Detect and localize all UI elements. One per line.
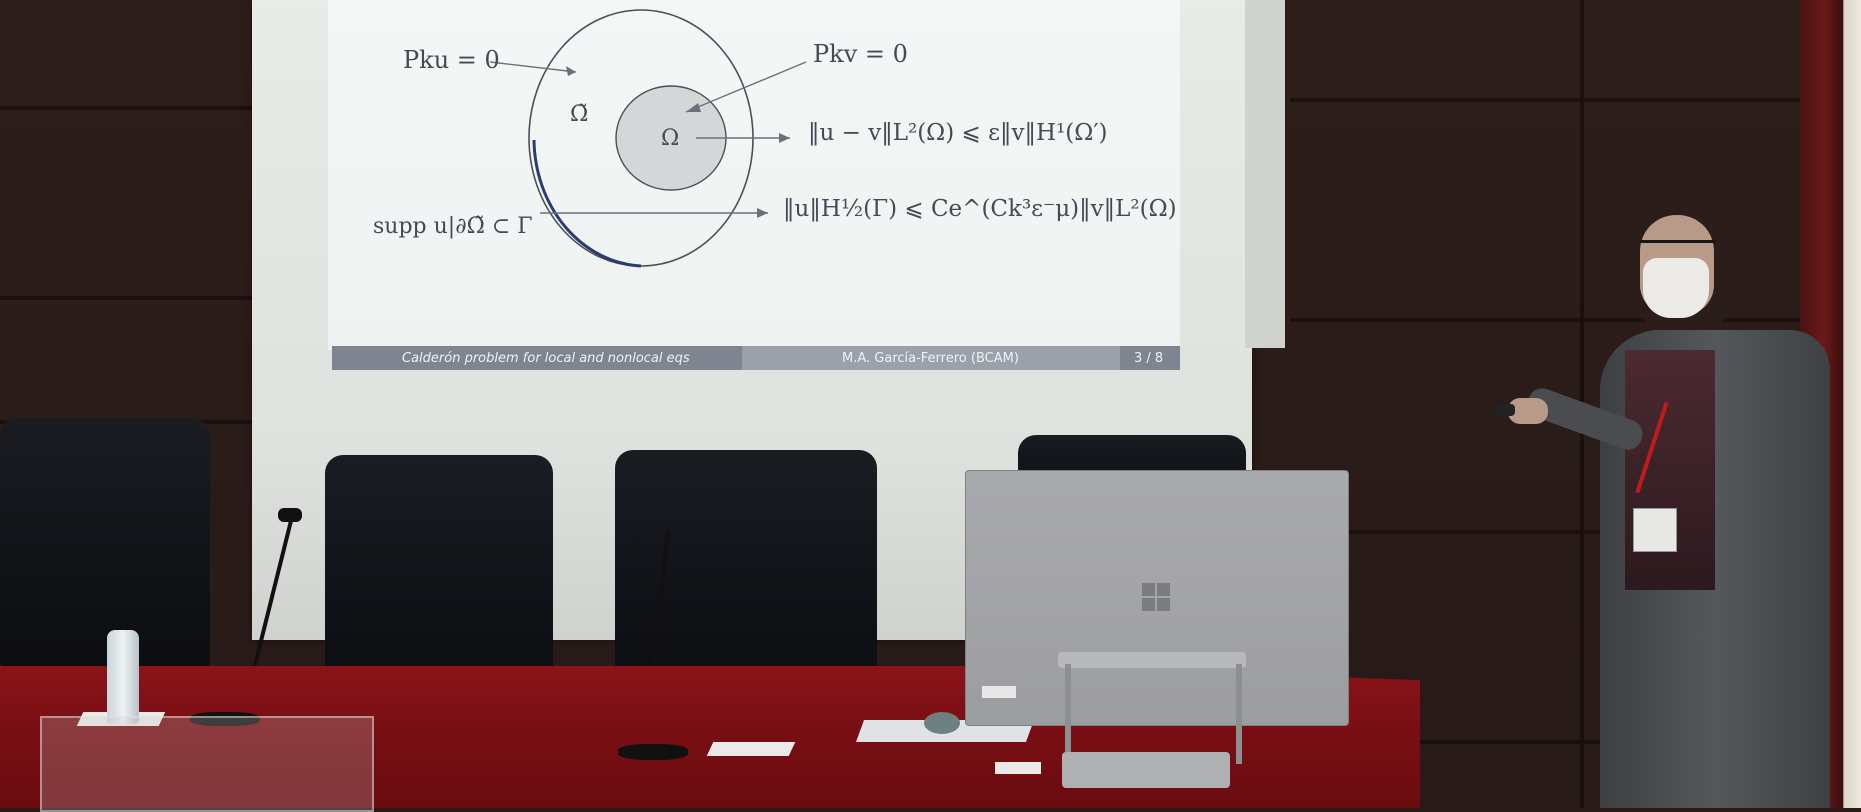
acrylic-stand: [40, 716, 374, 812]
face-mask: [1643, 258, 1709, 318]
estimate-1: ‖u − v‖L²(Ω) ⩽ ε‖v‖H¹(Ω′): [808, 120, 1108, 146]
presenter-shirt: [1625, 350, 1715, 590]
presentation-slide: [328, 0, 1180, 350]
wall-panel-divider: [1290, 98, 1800, 102]
small-paper: [995, 762, 1041, 774]
projector-screen-edge: [1245, 0, 1285, 348]
arrow-pkv: [686, 62, 806, 112]
computer-monitor: [965, 470, 1349, 726]
label-omega-tilde: Ω̃: [570, 102, 589, 127]
presentation-clicker: [1495, 404, 1515, 416]
label-pkv: Pkv = 0: [813, 40, 908, 68]
water-bottle: [107, 630, 139, 724]
monitor-base: [1062, 752, 1230, 788]
label-omega: Ω: [661, 126, 680, 151]
wall-panel-divider: [0, 296, 255, 300]
monitor-label: [982, 686, 1016, 698]
wall-panel-divider: [0, 106, 255, 110]
label-supp: supp u|∂Ω̃ ⊂ Γ: [373, 214, 533, 239]
monitor-stand-arm: [1065, 664, 1071, 764]
microphone-base: [618, 744, 688, 760]
estimate-2: ‖u‖H½(Γ) ⩽ Ce^(Ck³ε⁻μ)‖v‖L²(Ω): [783, 196, 1177, 222]
chair: [0, 418, 210, 668]
paper-note: [707, 742, 796, 756]
mouse: [924, 712, 960, 734]
microphone-head: [278, 508, 302, 522]
chair: [325, 455, 553, 690]
windows-logo-icon: [1142, 583, 1170, 611]
footer-author: M.A. García-Ferrero (BCAM): [742, 346, 1120, 370]
label-pku: Pku = 0: [403, 46, 500, 74]
monitor-stand-arm: [1236, 664, 1242, 764]
slide-footer: [332, 346, 1180, 370]
footer-page-number: 3 / 8: [1120, 346, 1180, 370]
name-badge: [1633, 508, 1677, 552]
arrow-pku: [490, 62, 576, 72]
monitor-stand-hinge: [1058, 652, 1246, 668]
footer-title: Calderón problem for local and nonlocal eqs: [332, 346, 742, 370]
